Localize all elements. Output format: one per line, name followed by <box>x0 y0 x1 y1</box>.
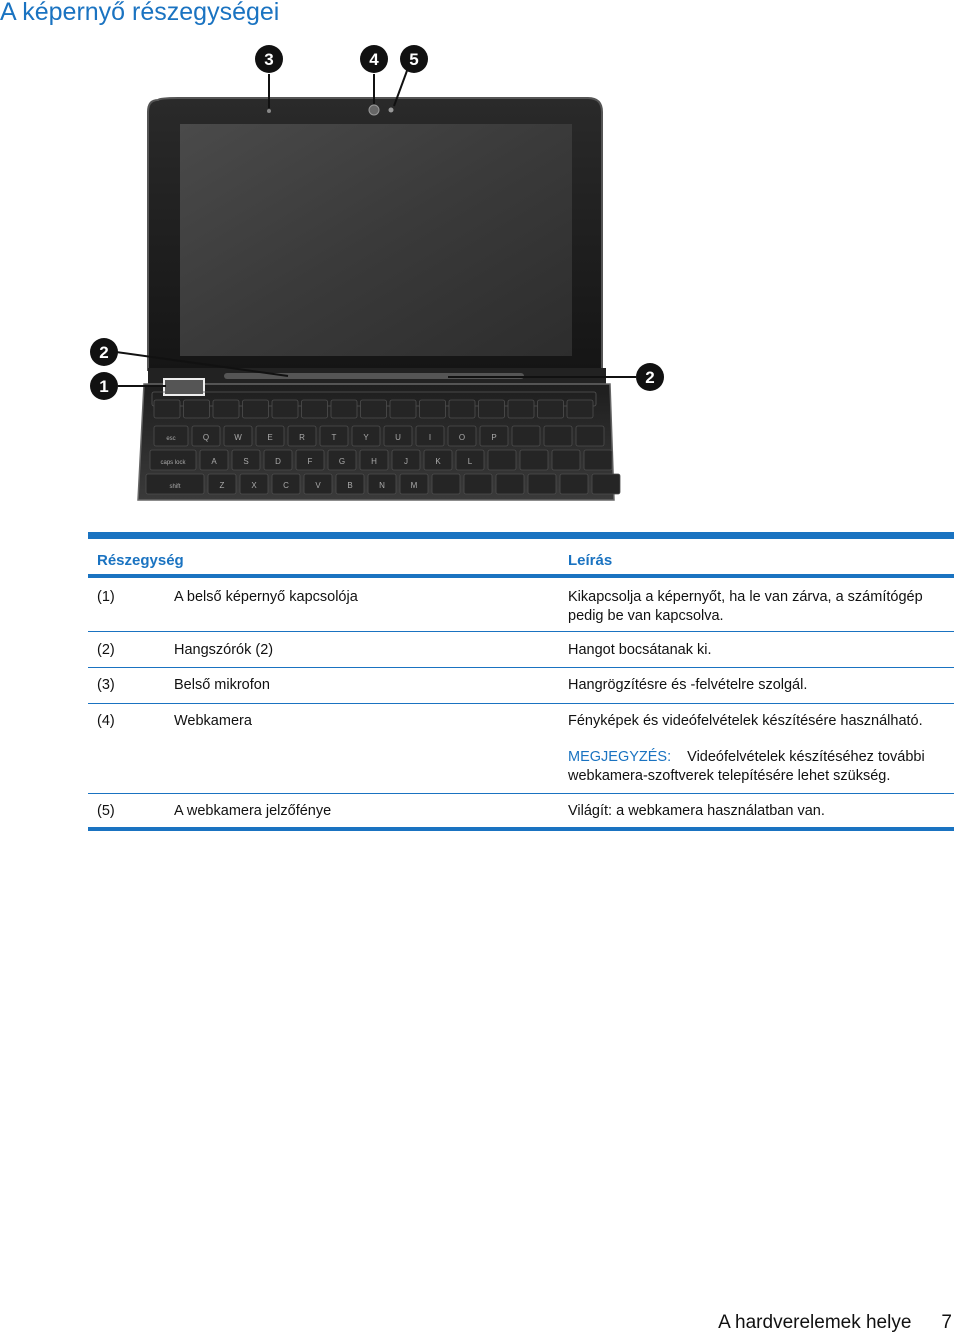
keyboard-key-label: P <box>491 433 497 442</box>
keyboard-key <box>560 474 588 494</box>
footer-section-title: A hardverelemek helye <box>718 1312 912 1333</box>
display-screen <box>180 124 572 356</box>
keyboard-key-label: M <box>410 481 418 490</box>
keyboard-key <box>576 426 604 446</box>
page-footer <box>718 1312 952 1334</box>
display-switch <box>164 379 204 395</box>
keyboard-key-label: Z <box>219 481 225 490</box>
webcam-icon <box>369 105 379 115</box>
callout-4 <box>360 45 388 73</box>
laptop-illustration <box>88 40 688 510</box>
webcam-led-icon <box>389 108 394 113</box>
keyboard-key-label: G <box>338 457 346 466</box>
table-row: (5) A webkamera jelzőfénye Világít: a webkamera használatban van. <box>97 803 825 819</box>
keyboard-deck <box>138 379 620 500</box>
keyboard-function-key <box>154 400 180 418</box>
keyboard-key-label: B <box>347 481 353 490</box>
keyboard-key <box>464 474 492 494</box>
table-row: (2) Hangszórók (2) Hangot bocsátanak ki. <box>97 642 712 658</box>
keyboard-key-label: V <box>315 481 321 490</box>
keyboard-key-label: D <box>275 457 281 466</box>
keyboard-key-label: F <box>307 457 313 466</box>
keyboard-key-label: T <box>331 433 337 442</box>
keyboard-function-key <box>272 400 298 418</box>
table-row: (1) A belső képernyő kapcsolója Kikapcsolja a képernyőt, ha le van zárva, a számítógép pedig be van kapcsolva. <box>97 589 923 624</box>
component-table <box>88 532 954 831</box>
keyboard-function-key <box>567 400 593 418</box>
keyboard-function-key <box>302 400 328 418</box>
keyboard-key <box>512 426 540 446</box>
keyboard-key-label: C <box>283 481 289 490</box>
keyboard-key-label: O <box>458 433 466 442</box>
header-description: Leírás <box>568 552 613 569</box>
svg-text:5: 5 <box>409 50 419 69</box>
keyboard-function-key <box>449 400 475 418</box>
keyboard-function-key <box>184 400 210 418</box>
keyboard-function-key <box>213 400 239 418</box>
keyboard-key <box>520 450 548 470</box>
keyboard-key-label: caps lock <box>160 460 186 466</box>
keyboard-key <box>496 474 524 494</box>
display-bezel <box>148 98 606 384</box>
keyboard-key <box>552 450 580 470</box>
keyboard-key <box>544 426 572 446</box>
svg-text:4: 4 <box>369 50 379 69</box>
keyboard-key-label: L <box>467 457 473 466</box>
keyboard-key <box>528 474 556 494</box>
keyboard-key-label: U <box>395 433 401 442</box>
keyboard-key-label: E <box>267 433 273 442</box>
keyboard-key-label: A <box>211 457 217 466</box>
keyboard-key-label: K <box>435 457 441 466</box>
keyboard-function-key <box>243 400 269 418</box>
keyboard-key-label: Q <box>202 433 210 442</box>
header-component: Részegység <box>97 552 184 569</box>
keyboard-function-key <box>508 400 534 418</box>
svg-text:3: 3 <box>264 50 274 69</box>
callout-5 <box>400 45 428 73</box>
note: MEGJEGYZÉS: Videófelvételek készítéséhez további <box>568 749 925 765</box>
keyboard-key-label: W <box>234 433 242 442</box>
keyboard-function-key <box>331 400 357 418</box>
keyboard-key-label: X <box>251 481 257 490</box>
page-number: 7 <box>941 1312 952 1333</box>
table-row: (4) Webkamera Fényképek és videófelvételek készítésére használható. MEGJEGYZÉS: Videófelvételek készítéséhez további webkamera-szoftverek telepítésére lehet szükség. <box>97 713 925 784</box>
keyboard-key-label: Y <box>363 433 369 442</box>
table-header <box>88 539 954 574</box>
keyboard-key-label: I <box>428 433 432 442</box>
keyboard-key-label: shift <box>169 484 181 490</box>
keyboard-function-key <box>538 400 564 418</box>
keyboard-key <box>432 474 460 494</box>
callout-2-left <box>90 338 118 366</box>
keyboard-key-label: R <box>299 433 305 442</box>
svg-text:2: 2 <box>645 368 655 387</box>
page-title: A képernyő részegységei <box>0 0 280 26</box>
keyboard-key <box>488 450 516 470</box>
svg-text:1: 1 <box>99 377 109 396</box>
microphone-icon <box>267 109 271 113</box>
keyboard-key-label: S <box>243 457 249 466</box>
keyboard-key-label: N <box>379 481 385 490</box>
keyboard-key-label: J <box>404 457 408 466</box>
callout-2-right <box>636 363 664 391</box>
keyboard-function-key <box>420 400 446 418</box>
note-label: MEGJEGYZÉS: <box>568 749 672 765</box>
callout-1 <box>90 372 118 400</box>
svg-text:2: 2 <box>99 343 109 362</box>
callout-3 <box>255 45 283 73</box>
keyboard-function-key <box>479 400 505 418</box>
keyboard-key-label: H <box>371 457 377 466</box>
keyboard-key-label: esc <box>166 436 176 442</box>
keyboard-key <box>592 474 620 494</box>
table-row: (3) Belső mikrofon Hangrögzítésre és -felvételre szolgál. <box>97 677 808 693</box>
keyboard-function-key <box>361 400 387 418</box>
keyboard-key <box>584 450 612 470</box>
keyboard-function-key <box>390 400 416 418</box>
